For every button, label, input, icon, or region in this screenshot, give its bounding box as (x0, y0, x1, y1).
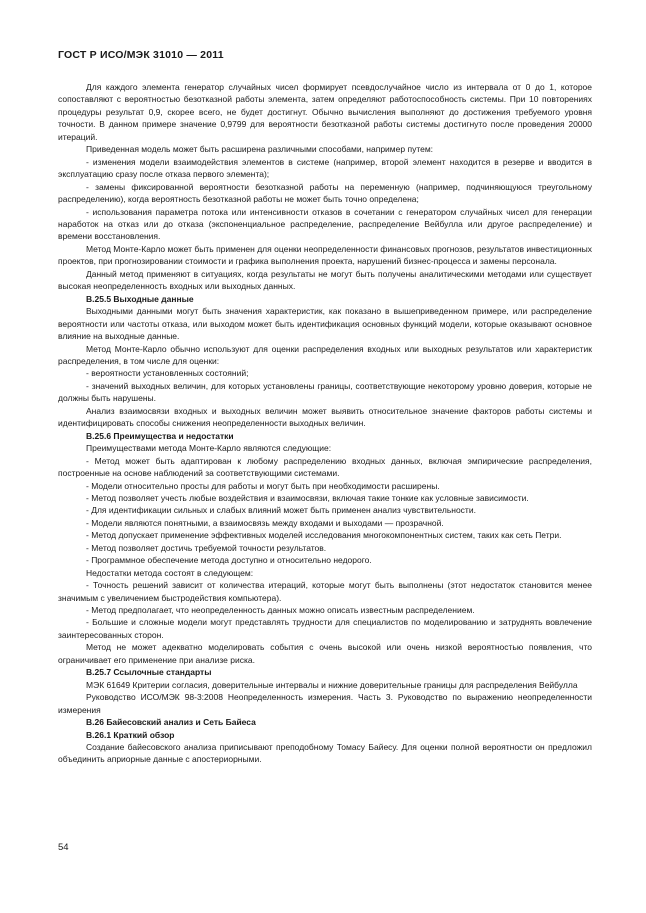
section-heading: B.25.7 Ссылочные стандарты (86, 667, 212, 678)
paragraph: - Метод допускает применение эффективных моделей исследования многокомпонентных систем, таких как сеть Петри. (86, 530, 562, 541)
paragraph: Преимуществами метода Монте-Карло являются следующие: (86, 443, 332, 454)
paragraph: - Метод позволяет учесть любые воздействия и взаимосвязи, включая такие тонкие как условные зависимости. (86, 492, 529, 503)
paragraph: Метод Монте-Карло обычно используют для оценки распределения входных или выходных результатов или характеристик распределения, в том числе для оценки: (58, 343, 592, 366)
paragraph: - Программное обеспечение метода доступно и относительно недорого. (86, 555, 372, 566)
paragraph: - изменения модели взаимодействия элементов в системе (например, второй элемент находится в резерве и вводится в эксплуатацию сразу после отказа первого элемента); (58, 156, 592, 180)
paragraph: - Модели относительно просты для работы и могут быть при необходимости расширены. (86, 480, 440, 491)
paragraph: - Точность решений зависит от количества итераций, которые могут быть выполнены (этот недостаток становится менее значимым с увеличением быстродействия компьютера). (58, 580, 592, 603)
paragraph: - замены фиксированной вероятности безотказной работы на переменную (например, подчиняющуюся треугольному распределению), когда вероятность безотказной работы не может быть точно определена; (58, 181, 592, 205)
paragraph: - Большие и сложные модели могут представлять трудности для специалистов по моделированию и затруднять вовлечение заинтересованных сторон. (58, 617, 592, 640)
paragraph: МЭК 61649 Критерии согласия, доверительные интервалы и нижние доверительные границы для распределения Вейбулла (86, 679, 578, 690)
paragraph: Для каждого элемента генератор случайных чисел формирует псевдослучайное число из интервала от 0 до 1, которое сопоставляют с вероятностью безотказной работы элемента, затем определяют работоспособность системы. При 10 повторениях процедуры результат 0,9, скорее всего, не будет достигнут. Обычно вычисления выполняют до достижения требуемого уровня точности. В данном примере значение 0,9799 для вероятности безотказной работы системы достигнуто после проведения 20000 итераций. (58, 82, 592, 142)
document-header: ГОСТ Р ИСО/МЭК 31010 — 2011 (58, 49, 224, 61)
section-heading: B.25.6 Преимущества и недостатки (86, 430, 234, 441)
paragraph: Создание байесовского анализа приписывают преподобному Томасу Байесу. Для оценки полной вероятности он предложил объединить априорные данные с апостериорными. (58, 742, 592, 765)
paragraph: - использования параметра потока или интенсивности отказов в сочетании с генератором случайных чисел для генерации наработок на отказ или до отказа (экспоненциальное распределение, распределение Вейбулла или другое распределение) и времени восстановления. (58, 206, 592, 242)
paragraph: Метод не может адекватно моделировать события с очень высокой или очень низкой вероятностью появления, что ограничивает его применение при анализе риска. (58, 642, 592, 665)
page-body (58, 81, 592, 766)
paragraph: - Метод может быть адаптирован к любому распределению входных данных, включая эмпирические распределения, построенные на основе наблюдений за соответствующими системами. (58, 455, 592, 479)
paragraph: - Метод предполагает, что неопределенность данных можно описать известным распределением. (86, 605, 475, 616)
page-number: 54 (58, 842, 69, 853)
section-heading: B.25.5 Выходные данные (86, 293, 194, 304)
paragraph: - Для идентификации сильных и слабых влияний может быть применен анализ чувствительности. (86, 505, 476, 516)
paragraph: - вероятности установленных состояний; (86, 368, 249, 379)
paragraph: Недостатки метода состоят в следующем: (86, 567, 254, 578)
paragraph: Метод Монте-Карло может быть применен для оценки неопределенности финансовых прогнозов, результатов инвестиционных проектов, при прогнозировании стоимости и графика выполнения проекта, нарушений бизнес-процесса и замены персонала. (58, 243, 592, 267)
paragraph: - значений выходных величин, для которых установлены границы, соответствующие некоторому уровню доверия, которые не должны быть нарушены. (58, 380, 592, 404)
section-heading: B.26 Байесовский анализ и Сеть Байеса (86, 717, 256, 728)
paragraph: Данный метод применяют в ситуациях, когда результаты не могут быть получены аналитическими методами или существует высокая неопределенность входных или выходных данных. (58, 268, 592, 292)
paragraph: Приведенная модель может быть расширена различными способами, например путем: (86, 144, 434, 155)
paragraph: Руководство ИСО/МЭК 98-3:2008 Неопределенность измерения. Часть 3. Руководство по выражению неопределенности измерения (58, 692, 592, 715)
paragraph: Выходными данными могут быть значения характеристик, как показано в вышеприведенном примере, или распределение вероятности или частоты отказа, или выходом может быть идентификация основных функций модели, которые оказывают основное влияние на выходные данные. (58, 306, 592, 342)
paragraph: - Метод позволяет достичь требуемой точности результатов. (86, 542, 327, 553)
paragraph: - Модели являются понятными, а взаимосвязь между входами и выходами — прозрачной. (86, 517, 444, 528)
section-heading: B.26.1 Краткий обзор (86, 729, 175, 740)
paragraph: Анализ взаимосвязи входных и выходных величин может выявить относительное значение факторов работы системы и идентифицировать способы снижения неопределенности выходных величин. (58, 405, 592, 429)
